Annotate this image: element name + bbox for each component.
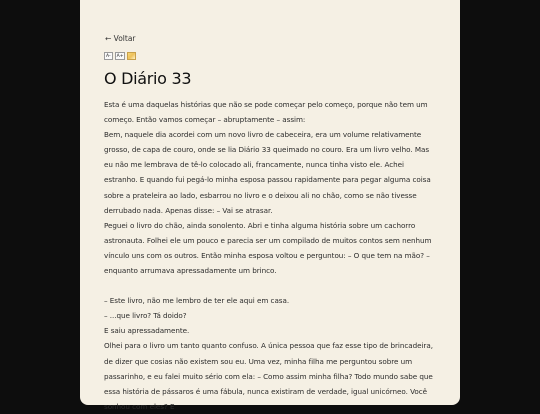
article-paragraph: – ...que livro? Tá doido? — [104, 311, 187, 321]
article-paragraph: Olhei para o livro um tanto quanto confuso. A única pessoa que faz esse tipo de brincadeira, de dizer que cosias não existem sou eu. Uma vez, minha filha me perguntou sobre um passarinho, e eu falei muito sério com ela: – Como assim minha filha? Todo mundo sabe que essa história de pássaros é uma fábula, nunca existiram de verdade, igual unicórneo. Você sonhou com eles? E — [104, 341, 433, 411]
article-paragraph: E saiu apressadamente. — [104, 326, 190, 336]
back-link[interactable]: ← Voltar — [105, 34, 136, 43]
article-paragraph: – Este livro, não me lembro de ter ele aqui em casa. — [104, 296, 290, 306]
decrease-font-button[interactable]: A- — [106, 53, 111, 59]
reader-page — [80, 0, 460, 411]
page-title: O Diário 33 — [104, 69, 192, 88]
theme-toggle-icon[interactable] — [127, 52, 136, 60]
increase-font-button[interactable]: A+ — [116, 53, 124, 59]
paragraph-spacer — [104, 278, 436, 293]
article-body — [104, 97, 436, 414]
article-paragraph: Peguei o livro do chão, ainda sonolento. Abri e tinha alguma história sobre um cachorro astronauta. Folhei ele um pouco e parecia ser um compilado de muitos contos sem nenhum vínculo uns com os outros. Então minha esposa voltou e perguntou: – O que tem na mão? – enquanto arrumava apressadamente um brinco. — [104, 220, 432, 276]
article-paragraph: Esta é uma daquelas histórias que não se pode começar pelo começo, porque não tem um começo. Então vamos começar – abruptamente – assim: — [104, 100, 428, 125]
font-size-toolbar — [104, 51, 436, 60]
article-paragraph: Bem, naquele dia acordei com um novo livro de cabeceira, era um volume relativamente grosso, de capa de couro, onde se lia Diário 33 queimado no couro. Era um livro velho. Mas eu não me lembrava de tê-lo colocado ali, francamente, nunca tinha visto ele. Achei estranho. E quando fui pegá-lo minha esposa passou rapidamente para pegar alguma coisa sobre a prateleira ao lado, esbarrou no livro e o deixou ali no chão, como se não tivesse derrubado nada. Apenas disse: – Vai se atrasar. — [104, 130, 431, 215]
